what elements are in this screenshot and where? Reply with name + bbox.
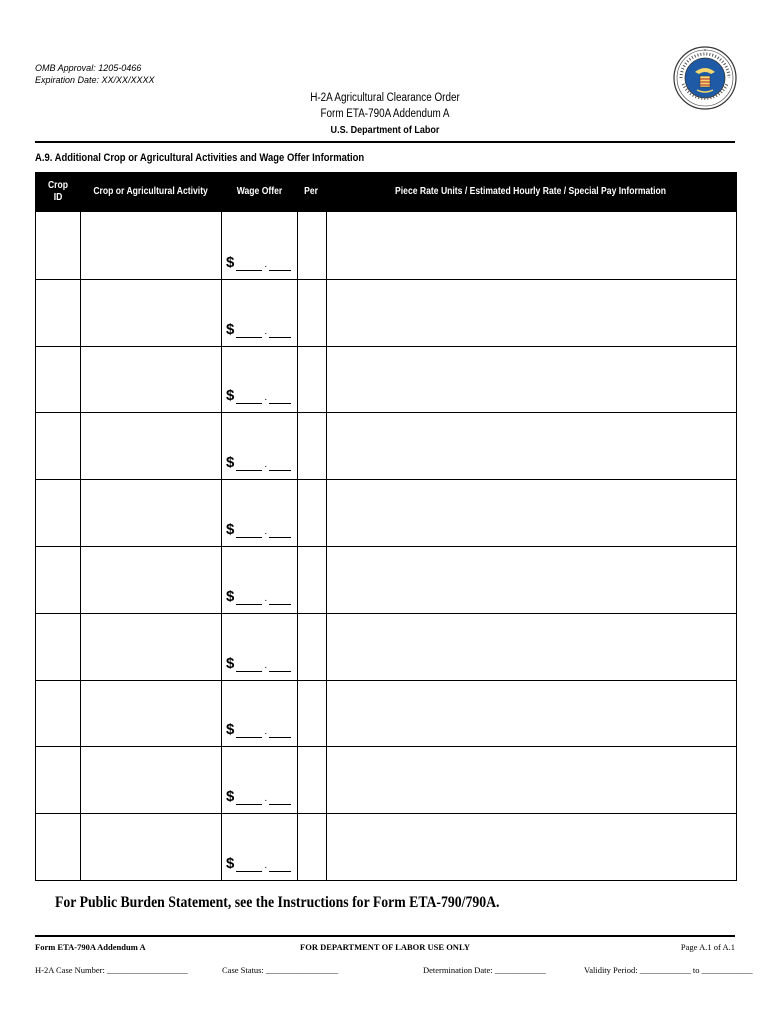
dollars-blank[interactable]	[236, 260, 262, 271]
table-row	[36, 613, 736, 680]
activity-cell[interactable]	[80, 347, 221, 413]
table-row	[36, 212, 736, 279]
activity-cell[interactable]	[80, 547, 221, 613]
table-row	[36, 813, 736, 880]
col-wage-offer: Wage Offer	[236, 186, 282, 197]
decimal-point: .	[264, 793, 268, 805]
dollar-sign: $	[226, 320, 235, 338]
cents-blank[interactable]	[269, 661, 291, 672]
piece-rate-cell[interactable]	[326, 681, 736, 747]
activity-cell[interactable]	[80, 480, 221, 546]
activity-cell[interactable]	[80, 413, 221, 479]
dollars-blank[interactable]	[236, 661, 262, 672]
crop-id-cell[interactable]	[36, 212, 80, 279]
omb-approval: OMB Approval: 1205-0466	[35, 63, 142, 73]
decimal-point: .	[264, 592, 268, 604]
col-piece-rate: Piece Rate Units / Estimated Hourly Rate / Special Pay Information	[395, 186, 667, 197]
dollar-sign: $	[226, 654, 235, 672]
expiration-date: Expiration Date: XX/XX/XXXX	[35, 75, 155, 85]
wage-offer-cell[interactable]	[221, 814, 297, 880]
dollar-sign: $	[226, 854, 235, 872]
piece-rate-cell[interactable]	[326, 747, 736, 813]
footer-line2	[35, 965, 753, 979]
cents-blank[interactable]	[269, 794, 291, 805]
crop-activities-table	[35, 172, 737, 881]
dollars-blank[interactable]	[236, 727, 262, 738]
wage-offer-cell[interactable]	[221, 547, 297, 613]
piece-rate-cell[interactable]	[326, 280, 736, 346]
table-row	[36, 346, 736, 413]
decimal-point: .	[264, 525, 268, 537]
per-cell[interactable]	[297, 681, 326, 747]
bottom-rule	[35, 935, 735, 937]
cents-blank[interactable]	[269, 594, 291, 605]
burden-statement: For Public Burden Statement, see the Instructions for Form ETA-790/790A.	[55, 894, 500, 911]
wage-offer-cell[interactable]	[221, 480, 297, 546]
cents-blank[interactable]	[269, 260, 291, 271]
crop-id-cell[interactable]	[36, 280, 80, 346]
determination-date-field[interactable]: Determination Date: ____________	[423, 965, 546, 975]
piece-rate-cell[interactable]	[326, 212, 736, 279]
decimal-point: .	[264, 726, 268, 738]
piece-rate-cell[interactable]	[326, 347, 736, 413]
case-number-field[interactable]: H-2A Case Number: ___________________	[35, 965, 188, 975]
per-cell[interactable]	[297, 280, 326, 346]
dollar-sign: $	[226, 387, 235, 405]
dollar-sign: $	[226, 253, 235, 271]
dollars-blank[interactable]	[236, 794, 262, 805]
wage-offer-cell[interactable]	[221, 413, 297, 479]
footer-line1	[35, 942, 735, 956]
activity-cell[interactable]	[80, 747, 221, 813]
cents-blank[interactable]	[269, 727, 291, 738]
dollars-blank[interactable]	[236, 527, 262, 538]
table-row	[36, 680, 736, 747]
per-cell[interactable]	[297, 547, 326, 613]
cents-blank[interactable]	[269, 861, 291, 872]
col-activity: Crop or Agricultural Activity	[93, 186, 208, 197]
dollar-sign: $	[226, 721, 235, 739]
wage-offer-cell[interactable]	[221, 212, 297, 279]
dollars-blank[interactable]	[236, 460, 262, 471]
per-cell[interactable]	[297, 212, 326, 279]
crop-id-cell[interactable]	[36, 681, 80, 747]
per-cell[interactable]	[297, 814, 326, 880]
decimal-point: .	[264, 258, 268, 270]
table-row	[36, 412, 736, 479]
case-status-field[interactable]: Case Status: _________________	[222, 965, 339, 975]
table-row	[36, 546, 736, 613]
crop-id-cell[interactable]	[36, 747, 80, 813]
footer-form-name: Form ETA-790A Addendum A	[35, 942, 146, 952]
piece-rate-cell[interactable]	[326, 814, 736, 880]
decimal-point: .	[264, 659, 268, 671]
department-name: U.S. Department of Labor	[330, 124, 440, 136]
piece-rate-cell[interactable]	[326, 547, 736, 613]
dollars-blank[interactable]	[236, 861, 262, 872]
table-body	[36, 212, 736, 880]
validity-period-field[interactable]: Validity Period: ____________ to ____________	[584, 965, 753, 975]
piece-rate-cell[interactable]	[326, 614, 736, 680]
activity-cell[interactable]	[80, 280, 221, 346]
wage-offer-cell[interactable]	[221, 347, 297, 413]
cents-blank[interactable]	[269, 393, 291, 404]
dollar-sign: $	[226, 587, 235, 605]
omb-info	[35, 62, 155, 86]
wage-offer-cell[interactable]	[221, 681, 297, 747]
dollars-blank[interactable]	[236, 393, 262, 404]
decimal-point: .	[264, 392, 268, 404]
crop-id-cell[interactable]	[36, 614, 80, 680]
cents-blank[interactable]	[269, 460, 291, 471]
dollars-blank[interactable]	[236, 594, 262, 605]
crop-id-cell[interactable]	[36, 547, 80, 613]
per-cell[interactable]	[297, 347, 326, 413]
section-title: A.9. Additional Crop or Agricultural Activities and Wage Offer Information	[35, 152, 365, 164]
dollar-sign: $	[226, 788, 235, 806]
wage-offer-cell[interactable]	[221, 614, 297, 680]
table-row	[36, 479, 736, 546]
dollar-sign: $	[226, 520, 235, 538]
col-per: Per	[304, 186, 319, 197]
activity-cell[interactable]	[80, 212, 221, 279]
footer-page: Page A.1 of A.1	[680, 942, 735, 952]
crop-id-cell[interactable]	[36, 480, 80, 546]
dol-seal-icon	[673, 46, 737, 110]
form-subtitle: Form ETA-790A Addendum A	[320, 108, 450, 120]
cents-blank[interactable]	[269, 527, 291, 538]
activity-cell[interactable]	[80, 614, 221, 680]
piece-rate-cell[interactable]	[326, 413, 736, 479]
per-cell[interactable]	[297, 747, 326, 813]
wage-offer-cell[interactable]	[221, 280, 297, 346]
activity-cell[interactable]	[80, 681, 221, 747]
crop-id-cell[interactable]	[36, 814, 80, 880]
cents-blank[interactable]	[269, 327, 291, 338]
decimal-point: .	[264, 325, 268, 337]
footer-use-only: FOR DEPARTMENT OF LABOR USE ONLY	[300, 942, 470, 952]
per-cell[interactable]	[297, 480, 326, 546]
decimal-point: .	[264, 859, 268, 871]
table-header	[36, 172, 736, 212]
top-rule	[35, 141, 735, 143]
crop-id-cell[interactable]	[36, 413, 80, 479]
form-title-block	[0, 90, 770, 138]
col-crop-id: Crop ID	[47, 180, 69, 203]
per-cell[interactable]	[297, 413, 326, 479]
wage-offer-cell[interactable]	[221, 747, 297, 813]
piece-rate-cell[interactable]	[326, 480, 736, 546]
activity-cell[interactable]	[80, 814, 221, 880]
decimal-point: .	[264, 459, 268, 471]
per-cell[interactable]	[297, 614, 326, 680]
table-row	[36, 746, 736, 813]
form-title: H-2A Agricultural Clearance Order	[310, 92, 460, 104]
dollars-blank[interactable]	[236, 327, 262, 338]
crop-id-cell[interactable]	[36, 347, 80, 413]
dollar-sign: $	[226, 454, 235, 472]
table-row	[36, 279, 736, 346]
